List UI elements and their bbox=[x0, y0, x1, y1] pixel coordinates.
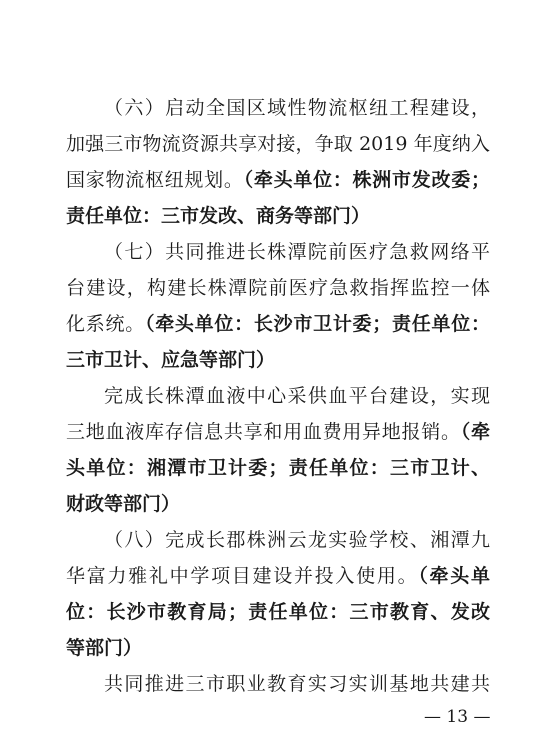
text-line bbox=[104, 525, 490, 555]
text-run: 化系统。 bbox=[66, 313, 145, 335]
text-line bbox=[66, 345, 490, 375]
text-line bbox=[66, 597, 490, 627]
text-line bbox=[66, 489, 490, 519]
text-run: （八）完成长郡株洲云龙实验学校、湘潭九 bbox=[104, 529, 490, 551]
text-run: 三地血液库存信息共享和用血费用异地报销。 bbox=[66, 421, 461, 443]
text-run-bold: （牵头单 bbox=[418, 565, 490, 587]
text-run-bold: 等部门） bbox=[66, 637, 143, 659]
text-line bbox=[104, 93, 490, 123]
text-run-bold: 三市卫计、应急等部门） bbox=[66, 349, 276, 371]
text-line bbox=[66, 273, 490, 303]
text-line bbox=[66, 309, 490, 339]
text-run: 国家物流枢纽规划。 bbox=[66, 169, 244, 191]
text-line bbox=[66, 633, 490, 663]
text-run-bold: 责任单位：三市发改、商务等部门） bbox=[66, 205, 371, 227]
text-line bbox=[66, 129, 490, 159]
text-line bbox=[66, 417, 490, 447]
text-line bbox=[66, 165, 490, 195]
text-run: 加强三市物流资源共享对接，争取 2019 年度纳入 bbox=[66, 133, 490, 155]
text-line bbox=[104, 381, 490, 411]
text-line bbox=[104, 669, 490, 699]
text-line bbox=[66, 561, 490, 591]
text-run-bold: 头单位：湘潭市卫计委；责任单位：三市卫计、 bbox=[66, 457, 490, 479]
text-run-bold: 财政等部门） bbox=[66, 493, 181, 515]
text-run: （七）共同推进长株潭院前医疗急救网络平 bbox=[104, 241, 490, 263]
text-run: 完成长株潭血液中心采供血平台建设，实现 bbox=[104, 385, 490, 407]
text-run: 台建设，构建长株潭院前医疗急救指挥监控一体 bbox=[66, 277, 490, 299]
text-run-bold: （牵头单位：株洲市发改委； bbox=[243, 169, 490, 191]
text-run: 共同推进三市职业教育实习实训基地共建共 bbox=[104, 673, 490, 695]
text-run-bold: （牵头单位：长沙市卫计委；责任单位： bbox=[144, 313, 490, 335]
text-run-bold: 位：长沙市教育局；责任单位：三市教育、发改 bbox=[66, 601, 490, 623]
text-line bbox=[104, 237, 490, 267]
text-run: （六）启动全国区域性物流枢纽工程建设， bbox=[104, 97, 490, 119]
text-line bbox=[66, 201, 490, 231]
text-line bbox=[66, 453, 490, 483]
text-run-bold: （牵 bbox=[460, 421, 490, 443]
text-run: 华富力雅礼中学项目建设并投入使用。 bbox=[66, 565, 419, 587]
page-number: — 13 — bbox=[424, 707, 491, 727]
